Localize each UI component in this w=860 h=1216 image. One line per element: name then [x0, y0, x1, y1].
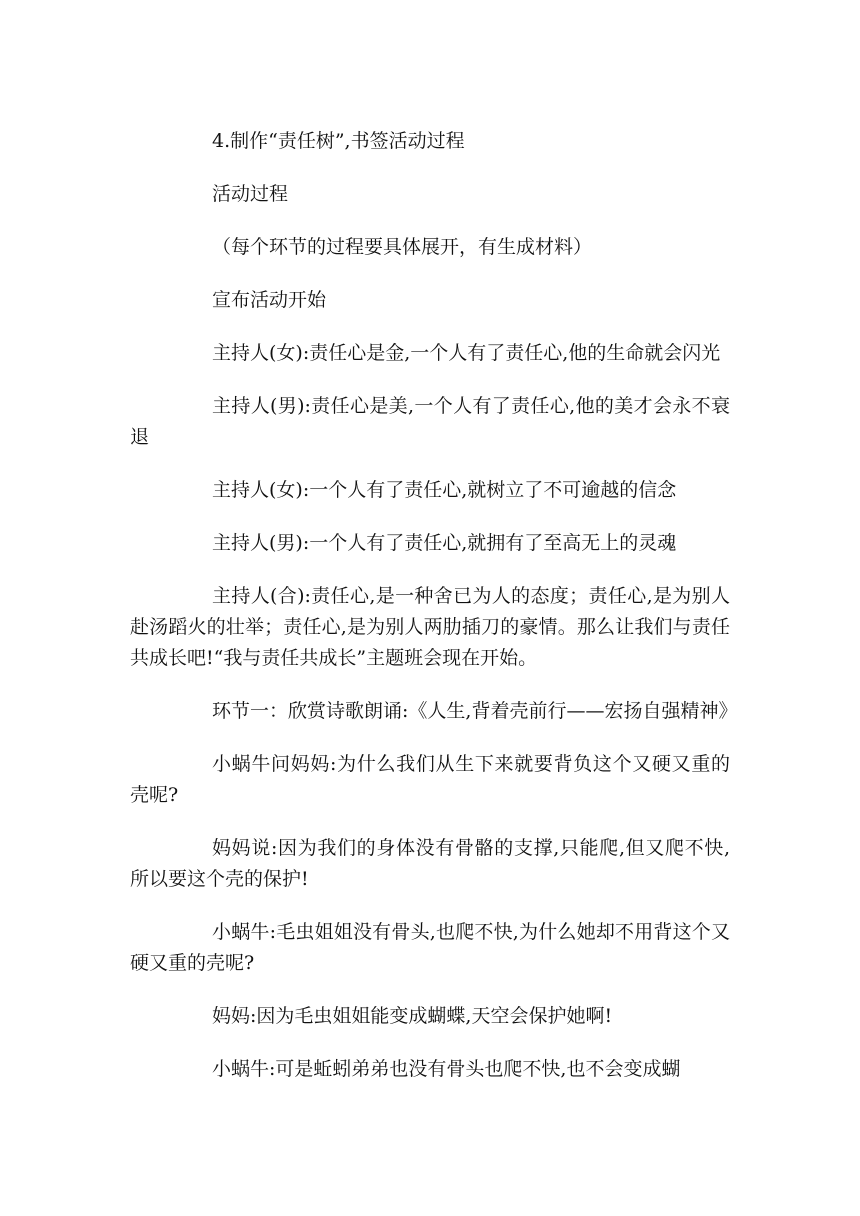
heading-item-4: 4.制作“责任树”,书签活动过程: [212, 130, 465, 152]
dialogue-snail-1: 小蜗牛问妈妈:为什么我们从生下来就要背负这个又硬又重的壳呢?: [130, 753, 730, 806]
host-female-line-2: 主持人(女):一个人有了责任心,就树立了不可逾越的信念: [212, 479, 677, 501]
dialogue-mother-2: 妈妈:因为毛虫姐姐能变成蝴蝶,天空会保护她啊!: [212, 1005, 613, 1027]
instruction-note: （每个环节的过程要具体展开，有生成材料）: [212, 236, 593, 258]
dialogue-snail-2: 小蜗牛:毛虫姐姐没有骨头,也爬不快,为什么她却不用背这个又硬又重的壳呢?: [130, 921, 730, 974]
dialogue-mother-1: 妈妈说:因为我们的身体没有骨骼的支撑,只能爬,但又爬不快,所以要这个壳的保护!: [130, 837, 730, 890]
host-male-line-1: 主持人(男):责任心是美,一个人有了责任心,他的美才会永不衰退: [130, 395, 730, 448]
announce-start: 宣布活动开始: [212, 289, 327, 311]
section-title-activity-process: 活动过程: [212, 183, 289, 205]
host-male-line-2: 主持人(男):一个人有了责任心,就拥有了至高无上的灵魂: [212, 532, 677, 554]
host-female-line-1: 主持人(女):责任心是金,一个人有了责任心,他的生命就会闪光: [212, 342, 721, 364]
dialogue-snail-3: 小蜗牛:可是蚯蚓弟弟也没有骨头也爬不快,也不会变成蝴: [212, 1058, 681, 1080]
document-body: [130, 126, 738, 1107]
segment-one-title: 环节一：欣赏诗歌朗诵:《人生,背着壳前行——宏扬自强精神》: [212, 700, 738, 722]
host-together-line: 主持人(合):责任心,是一种舍已为人的态度；责任心,是为别人赴汤蹈火的壮举；责任心,是为别人两肋插刀的豪情。那么让我们与责任共成长吧!“我与责任共成长”主题班会现在开始。: [130, 585, 730, 669]
